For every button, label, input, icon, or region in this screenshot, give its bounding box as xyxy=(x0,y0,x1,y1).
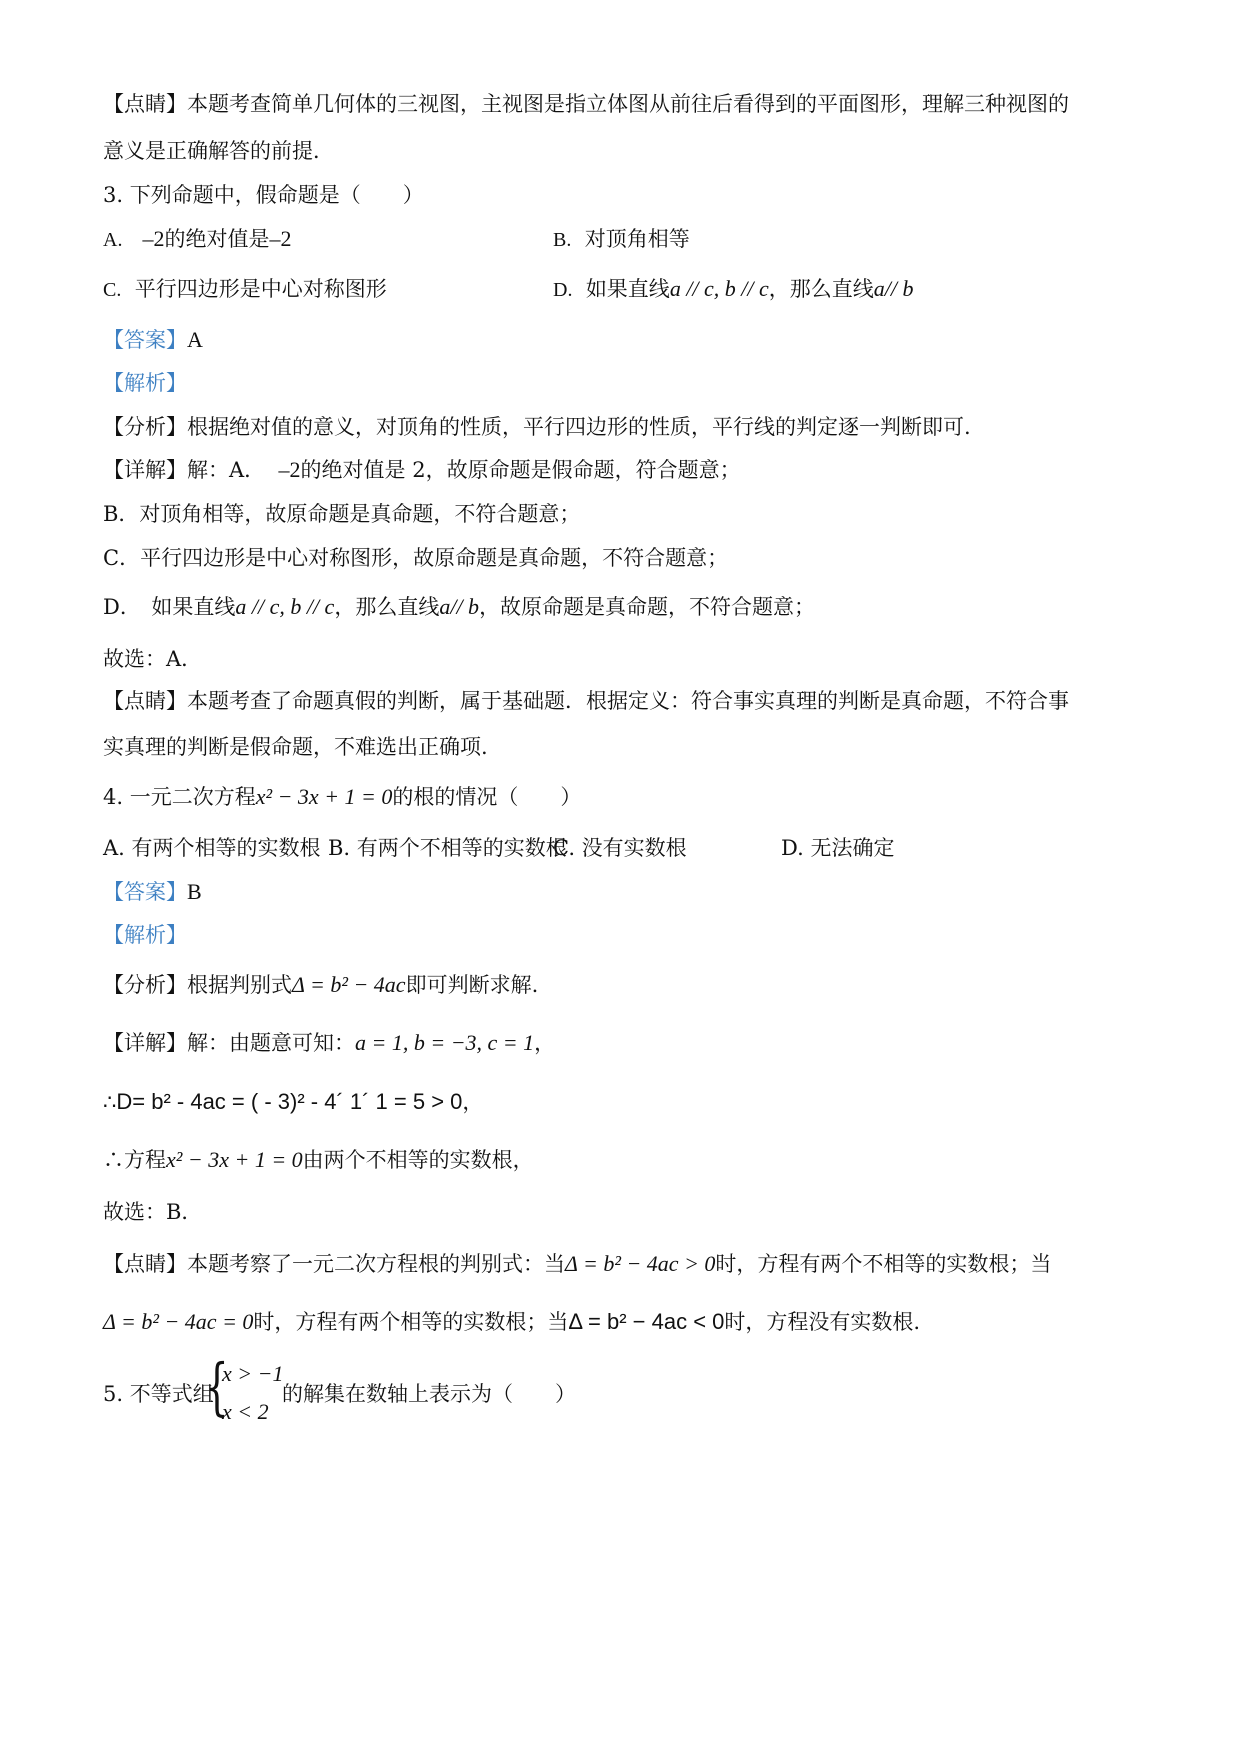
q3-option-d-label: D. xyxy=(553,279,573,301)
q4-discriminant-calc xyxy=(103,1088,483,1116)
q4-dianjing-math1: Δ = b² − 4ac > 0 xyxy=(565,1251,716,1276)
therefore-symbol: ∴ xyxy=(103,1090,117,1114)
q3-line-d-mid: ，那么直线 xyxy=(334,595,440,619)
q3-guxuan: 故选：A． xyxy=(103,647,203,671)
q4-dianjing-mid2: 时，方程有两个相等的实数根；当 xyxy=(253,1310,569,1334)
q3-line-d xyxy=(103,593,815,621)
q3-xiangjie-rest: 的绝对值是 2，故原命题是假命题，符合题意； xyxy=(300,458,741,482)
q4-dianjing-math3: Δ = b² − 4ac < 0 xyxy=(568,1309,725,1334)
q4-fangcheng-suffix: 由两个不相等的实数根， xyxy=(302,1148,534,1172)
q4-xiangjie-suffix: ， xyxy=(534,1031,556,1055)
q4-dianjing-line2 xyxy=(103,1308,920,1336)
q3-dianjing-line1: 【点睛】本题考查了命题真假的判断，属于基础题．根据定义：符合事实真理的判断是真命题，不符合事 xyxy=(103,689,1069,713)
q3-option-d-text1: 如果直线 xyxy=(585,277,670,301)
q4-discriminant-math: D= b² - 4ac = ( - 3)² - 4´ 1´ 1 = 5 > 0 xyxy=(116,1089,463,1114)
q3-line-c: C．平行四边形是中心对称图形，故原命题是真命题，不符合题意； xyxy=(103,546,729,570)
q3-option-b xyxy=(553,225,690,254)
q3-dianjing-line2: 实真理的判断是假命题，不难选出正确项. xyxy=(103,735,488,759)
q3-option-a xyxy=(103,225,291,254)
q3-option-a-num: –2 xyxy=(142,226,165,251)
q2-dianjing-line2: 意义是正确解答的前提． xyxy=(103,139,334,163)
q3-option-d-math1: a // c, b // c xyxy=(669,276,769,301)
q3-line-d-rest: ，故原命题是真命题，不符合题意； xyxy=(479,595,816,619)
q3-jiexi: 【解析】 xyxy=(103,371,187,395)
q5-stem-suffix: 的解集在数轴上表示为（ ） xyxy=(282,1382,576,1406)
q4-option-a: A. 有两个相等的实数根 xyxy=(103,836,321,860)
q4-jiexi: 【解析】 xyxy=(103,923,187,947)
q3-option-d xyxy=(553,275,914,304)
q3-line-d-math1: a // c, b // c xyxy=(235,594,335,619)
q4-fangcheng xyxy=(103,1146,534,1174)
q3-answer xyxy=(103,326,203,354)
q4-calc-suffix: ， xyxy=(462,1090,484,1114)
q5-inequality-1: x > −1 xyxy=(222,1361,284,1386)
q4-guxuan: 故选：B． xyxy=(103,1200,203,1224)
q3-line-d-math2: a// b xyxy=(439,594,480,619)
q4-dianjing-end: 时，方程没有实数根. xyxy=(724,1310,921,1334)
q3-option-a-label: A. xyxy=(103,229,123,251)
q4-answer xyxy=(103,878,202,906)
q4-stem-suffix: 的根的情况（ ） xyxy=(392,785,582,809)
q4-fenxi xyxy=(103,971,538,999)
q3-option-d-text2: ，那么直线 xyxy=(768,277,874,301)
q3-option-a-num2: –2 xyxy=(269,226,292,251)
q3-answer-tag: 【答案】 xyxy=(103,328,187,352)
q4-stem xyxy=(103,783,581,811)
q3-option-b-label: B. xyxy=(553,229,572,251)
q4-option-b: B. 有两个不相等的实数根 xyxy=(328,836,567,860)
q5-brace: { xyxy=(205,1350,229,1423)
q3-fenxi: 【分析】根据绝对值的意义，对顶角的性质，平行四边形的性质，平行线的判定逐一判断即可. xyxy=(103,415,971,439)
q4-stem-math: x² − 3x + 1 = 0 xyxy=(255,784,393,809)
q4-xiangjie-math: a = 1, b = −3, c = 1 xyxy=(355,1030,535,1055)
q4-xiangjie xyxy=(103,1029,555,1057)
q3-xiangjie-prefix: 【详解】解：A． xyxy=(103,458,266,482)
q3-option-a-text: 的绝对值是 xyxy=(164,227,270,251)
q4-fenxi-math: Δ = b² − 4ac xyxy=(292,972,406,997)
q4-fangcheng-prefix: ∴方程 xyxy=(103,1148,166,1172)
q4-option-d: D. 无法确定 xyxy=(781,836,895,860)
q3-line-b: B．对顶角相等，故原命题是真命题，不符合题意； xyxy=(103,502,581,526)
q3-stem: 3. 下列命题中，假命题是（ ） xyxy=(103,183,424,207)
q3-option-d-math2: a// b xyxy=(873,276,914,301)
q4-fenxi-prefix: 【分析】根据判别式 xyxy=(103,973,292,997)
q5-stem-prefix: 5. 不等式组 xyxy=(103,1382,214,1406)
q2-dianjing-line1: 【点睛】本题考查简单几何体的三视图，主视图是指立体图从前往后看得到的平面图形，理解三种视图的 xyxy=(103,92,1069,116)
q4-fangcheng-math: x² − 3x + 1 = 0 xyxy=(166,1147,303,1172)
q4-dianjing-line1 xyxy=(103,1250,1051,1278)
q3-line-d-prefix: D． 如果直线 xyxy=(103,595,236,619)
q3-answer-value: A xyxy=(187,327,203,352)
q4-dianjing-mid1: 时，方程有两个不相等的实数根；当 xyxy=(715,1252,1052,1276)
q4-answer-tag: 【答案】 xyxy=(103,880,187,904)
q4-xiangjie-prefix: 【详解】解：由题意可知： xyxy=(103,1031,355,1055)
q3-option-c-label: C. xyxy=(103,279,122,301)
q3-option-b-text: 对顶角相等 xyxy=(584,227,690,251)
q3-xiangjie xyxy=(103,456,741,484)
q4-fenxi-suffix: 即可判断求解. xyxy=(405,973,539,997)
q4-dianjing-math2: Δ = b² − 4ac = 0 xyxy=(103,1309,254,1334)
q4-answer-value: B xyxy=(187,879,202,904)
q3-option-c xyxy=(103,275,387,304)
q4-stem-prefix: 4. 一元二次方程 xyxy=(103,785,256,809)
q3-option-c-text: 平行四边形是中心对称图形 xyxy=(134,277,387,301)
q3-xiangjie-num: –2 xyxy=(278,457,301,482)
q4-option-c: C. 没有实数根 xyxy=(553,836,687,860)
q5-inequality-2: x < 2 xyxy=(222,1399,269,1424)
q4-dianjing-prefix: 【点睛】本题考察了一元二次方程根的判别式：当 xyxy=(103,1252,565,1276)
